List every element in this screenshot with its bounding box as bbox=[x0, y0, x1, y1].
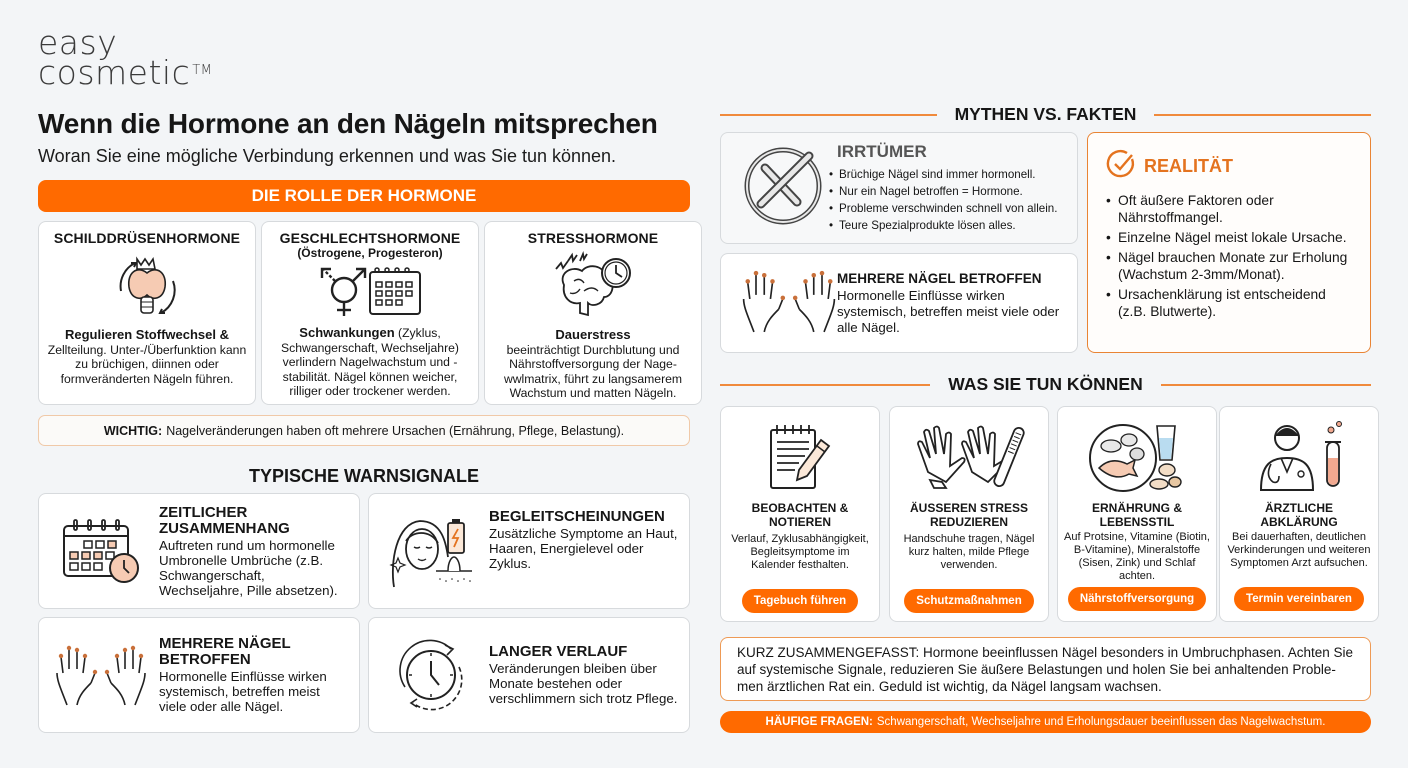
hormone-card-title: STRESSHORMONE bbox=[527, 230, 659, 246]
hormone-card-title: SCHILDDRÜSENHORMONE bbox=[53, 230, 241, 246]
doctor-testtube-icon bbox=[1226, 415, 1372, 497]
brand-line2: cosmetic bbox=[38, 53, 191, 92]
brand-line1: easy bbox=[38, 23, 118, 62]
warning-card-title: LANGER VERLAUF bbox=[489, 643, 628, 660]
action-card-nutrition bbox=[1057, 406, 1217, 622]
irrtuemer-title: IRRTÜMER bbox=[837, 142, 927, 161]
important-note bbox=[38, 415, 690, 446]
note-text: Nagelveränderungen haben oft mehrere Ursachen (Ernährung, Pflege, Belastung). bbox=[166, 423, 625, 438]
actions-title-row bbox=[720, 374, 1371, 395]
hormone-card-stress bbox=[484, 221, 702, 405]
cross-circle-icon bbox=[741, 144, 825, 233]
multiple-nails-text: Hormonelle Einflüsse wirken systemisch, betreffen meist viele oder alle Nägel. bbox=[837, 287, 1060, 335]
warning-card-time bbox=[38, 493, 360, 609]
divider-line bbox=[1161, 384, 1371, 386]
protection-button[interactable]: Schutzmaßnahmen bbox=[904, 589, 1033, 613]
warning-card-text: Veränderungen bleiben über Monate bestehen oder verschlimmern sich trotz Pflege. bbox=[489, 661, 678, 706]
page-title: Wenn die Hormone an den Nägeln mitsprechen bbox=[38, 108, 658, 139]
hormone-card-text: Dauerstress beeinträchtigt Durchblutung und Nährstoffversorgung der Nage-wwlmatrix, führt zu langsamerem Wachstum und matten Nägeln. bbox=[503, 327, 683, 400]
gender-calendar-icon bbox=[268, 260, 472, 322]
summary-box: KURZ ZUSAMMENGEFASST: Hormone beeinflussen Nägel besonders in Umbruchphasen. Achten Sie auf systemische Signale, reduzieren Sie äußere Belastungen und holen Sie bei anhaltenden Proble-men ärztlichen Rat ein. Geduld ist wichtig, da Nägel langsam wachsen. bbox=[720, 637, 1371, 701]
myths-card bbox=[720, 132, 1078, 244]
list-item: • Oft äußere Faktoren oder Nährstoffmangel. bbox=[1106, 192, 1356, 226]
action-card-title: BEOBACHTEN & NOTIEREN bbox=[751, 501, 849, 529]
multiple-nails-card bbox=[720, 253, 1078, 353]
hands-icon bbox=[51, 643, 151, 707]
action-card-observe bbox=[720, 406, 880, 622]
hormone-card-text: Regulieren Stoffwechsel & Zellteilung. Unter-/Überfunktion kann zu brüchigen, diinnen oder formveränderten Nägeln führen. bbox=[47, 327, 247, 386]
action-card-title: ÄUSSEREN STRESS REDUZIEREN bbox=[909, 501, 1029, 529]
clock-cycle-icon bbox=[381, 637, 481, 713]
notepad-pen-icon bbox=[727, 415, 873, 497]
warning-card-title: BEGLEITSCHEINUNGEN bbox=[489, 508, 665, 525]
warning-card-text: Zusätzliche Symptome an Haut, Haaren, Energielevel oder Zyklus. bbox=[489, 526, 678, 571]
myths-title-row bbox=[720, 104, 1371, 125]
list-item: • Probleme verschwinden schnell von allein. bbox=[829, 200, 1057, 217]
hormone-card-text: Schwankungen (Zyklus, Schwangerschaft, Wechseljahre) verlindern Nagelwachstum und -stabilität. Nägel können weicher, rilliger oder trockener werden. bbox=[281, 325, 459, 398]
realitaet-card bbox=[1087, 132, 1371, 353]
multiple-nails-title: MEHRERE NÄGEL BETROFFEN bbox=[837, 270, 1042, 286]
warning-card-text: Auftreten rund um hormonelle Umbronelle Umbrüche (z.B. Schwangerschaft, Wechseljahre, Pille absetzen). bbox=[159, 537, 338, 598]
action-card-text: Handschuhe tragen, Nägel kurz halten, milde Pflege verwenden. bbox=[903, 533, 1035, 571]
check-circle-icon bbox=[1106, 149, 1136, 184]
warning-card-title: ZEITLICHER ZUSAMMENHANG bbox=[159, 503, 290, 537]
brain-stress-icon bbox=[491, 250, 695, 324]
action-card-title: ERNÄHRUNG & LEBENSSTIL bbox=[1092, 501, 1182, 529]
hormones-banner: DIE ROLLE DER HORMONE bbox=[38, 180, 690, 212]
myths-title: MYTHEN VS. FAKTEN bbox=[954, 104, 1137, 124]
list-item: • Brüchige Nägel sind immer hormonell. bbox=[829, 166, 1057, 183]
hormone-card-title: GESCHLECHTSHORMONE bbox=[279, 230, 461, 246]
hormone-card-subtitle: (Östrogene, Progesteron) bbox=[297, 246, 443, 260]
food-plate-icon bbox=[1064, 415, 1210, 497]
hands-icon bbox=[741, 268, 837, 339]
faq-label: HÄUFIGE FRAGEN: bbox=[765, 716, 873, 728]
realitaet-title: REALITÄT bbox=[1144, 156, 1233, 176]
faq-banner[interactable] bbox=[720, 711, 1371, 733]
warnings-title: TYPISCHE WARNSIGNALE bbox=[248, 466, 480, 486]
faq-text: Schwangerschaft, Wechseljahre und Erholungsdauer beeinflussen das Nagelwachstum. bbox=[876, 716, 1326, 728]
nutrition-button[interactable]: Nährstoffversorgung bbox=[1068, 587, 1206, 611]
divider-line bbox=[720, 114, 937, 116]
trademark: TM bbox=[192, 63, 213, 78]
realitaet-list bbox=[1106, 192, 1356, 320]
list-item: • Nur ein Nagel betroffen = Hormone. bbox=[829, 183, 1057, 200]
diary-button[interactable]: Tagebuch führen bbox=[742, 589, 858, 613]
hormone-card-thyroid bbox=[38, 221, 256, 405]
action-card-text: Verlauf, Zyklusabhängigkeit, Begleitsymptome im Kalender festhalten. bbox=[731, 533, 869, 571]
divider-line bbox=[720, 384, 930, 386]
list-item: • Nägel brauchen Monate zur Erholung (Wachstum 2-3mm/Monat). bbox=[1106, 249, 1356, 283]
actions-title: WAS SIE TUN KÖNNEN bbox=[948, 374, 1143, 394]
hormone-card-sex bbox=[261, 221, 479, 405]
action-card-doctor bbox=[1219, 406, 1379, 622]
brand-logo bbox=[38, 23, 213, 92]
divider-line bbox=[1154, 114, 1371, 116]
action-card-title: ÄRZTLICHE ABKLÄRUNG bbox=[1260, 501, 1338, 529]
action-card-text: Bei dauerhaften, deutlichen Verkinderungen und weiteren Symptomen Arzt aufsuchen. bbox=[1227, 531, 1371, 569]
action-card-reduce-stress bbox=[889, 406, 1049, 622]
woman-battery-icon bbox=[381, 513, 481, 589]
warning-card-symptoms bbox=[368, 493, 690, 609]
gloves-nailfile-icon bbox=[896, 415, 1042, 497]
thyroid-icon bbox=[45, 250, 249, 324]
warning-card-long-course bbox=[368, 617, 690, 733]
list-item: • Einzelne Nägel meist lokale Ursache. bbox=[1106, 229, 1356, 246]
list-item: • Ursachenklärung ist entscheidend (z.B. Blutwerte). bbox=[1106, 286, 1356, 320]
appointment-button[interactable]: Termin vereinbaren bbox=[1234, 587, 1364, 611]
warning-card-multiple-nails bbox=[38, 617, 360, 733]
warning-card-text: Hormonelle Einflüsse wirken systemisch, betreffen meist viele oder alle Nägel. bbox=[159, 669, 327, 714]
warning-card-title: MEHRERE NÄGEL BETROFFEN bbox=[159, 635, 291, 668]
note-label: WICHTIG: bbox=[103, 423, 163, 438]
irrtuemer-list bbox=[829, 166, 1057, 234]
list-item: • Teure Spezialprodukte lösen alles. bbox=[829, 217, 1057, 234]
calendar-clock-icon bbox=[51, 516, 151, 586]
page-subtitle: Woran Sie eine mögliche Verbindung erkennen und was Sie tun können. bbox=[38, 146, 617, 166]
action-card-text: Auf Protsine, Vitamine (Biotin, B-Vitamine), Mineralstoffe (Sisen, Zink) und Schlaf achten. bbox=[1064, 531, 1210, 582]
